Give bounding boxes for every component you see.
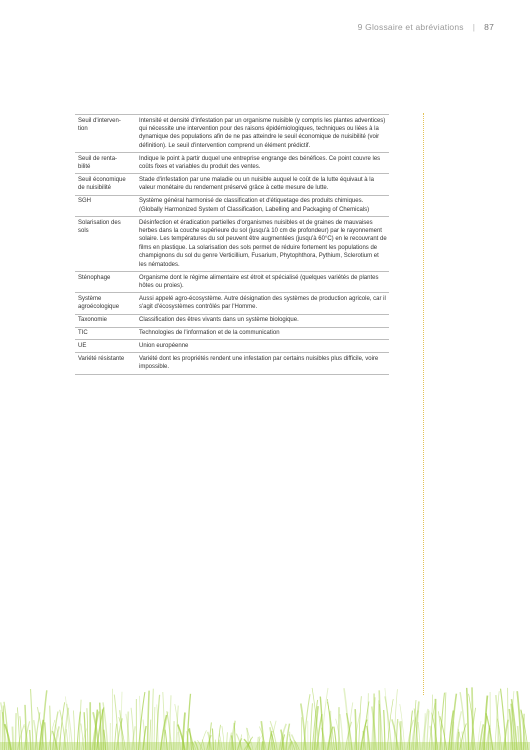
- glossary-definition: Aussi appelé agro-écosystème. Autre désignation des systèmes de production agricole, car il s'agit d'écosystèmes contrôlés par l'Homme.: [137, 293, 389, 314]
- grass-decoration: [0, 680, 530, 750]
- glossary-row: [75, 217, 389, 272]
- glossary-definition: Organisme dont le régime alimentaire est étroit et spécialisé (quelques variétés de plantes hôtes ou proies).: [137, 272, 389, 293]
- glossary-term: Système agroécologique: [75, 293, 137, 314]
- glossary-definition: Classification des êtres vivants dans un système biologique.: [137, 314, 389, 327]
- glossary-definition: Variété dont les propriétés rendent une infestation par certains nuisibles plus difficile, voire impossible.: [137, 353, 389, 374]
- glossary-definition: Union européenne: [137, 340, 389, 353]
- chapter-title: 9 Glossaire et abréviations: [357, 22, 464, 32]
- glossary-row: [75, 272, 389, 293]
- glossary-row: [75, 174, 389, 195]
- glossary-row: [75, 153, 389, 174]
- glossary-term: Variété résistante: [75, 353, 137, 374]
- glossary-term: Taxonomie: [75, 314, 137, 327]
- glossary-row: [75, 314, 389, 327]
- glossary-definition: Stade d'infestation par une maladie ou un nuisible auquel le coût de la lutte équivaut à la valeur monétaire du rendement préservé grâce à cette mesure de lutte.: [137, 174, 389, 195]
- glossary-row: [75, 340, 389, 353]
- page-number: 87: [484, 22, 494, 32]
- glossary-row: [75, 115, 389, 153]
- glossary-term: Seuil économique de nuisibilité: [75, 174, 137, 195]
- glossary-row: [75, 195, 389, 216]
- glossary-term: Seuil d'interven- tion: [75, 115, 137, 153]
- glossary-term: SGH: [75, 195, 137, 216]
- glossary-definition: Désinfection et éradication partielles d'organismes nuisibles et de graines de mauvaises herbes dans la couche supérieure du sol (jusqu'à 10 cm de profondeur) par le rayonnement solaire. Les températures du sol peuvent être augmentées (jusqu'à 60°C) en le recouvrant de films en plastique. La solarisation des sols permet de réduire fortement les populations de champignons du sol du genre Verticillium, Fusarium, Phytophthora, Pythium, Sclerotium et les nématodes.: [137, 217, 389, 272]
- glossary-term: Sténophage: [75, 272, 137, 293]
- margin-dotted-line: [423, 113, 424, 695]
- header-separator: |: [472, 22, 476, 32]
- glossary-definition: Technologies de l'information et de la communication: [137, 327, 389, 340]
- glossary-definition: Indique le point à partir duquel une entreprise engrange des bénéfices. Ce point couvre les coûts fixes et variables du produit des ventes.: [137, 153, 389, 174]
- running-header: [358, 22, 494, 32]
- glossary-row: [75, 327, 389, 340]
- glossary-term: TIC: [75, 327, 137, 340]
- glossary-definition: Système général harmonisé de classification et d'étiquetage des produits chimiques. (Globally Harmonized System of Classification, Labelling and Packaging of Chemicals): [137, 195, 389, 216]
- glossary-term: Solarisation des sols: [75, 217, 137, 272]
- glossary-term: UE: [75, 340, 137, 353]
- glossary-row: [75, 293, 389, 314]
- glossary-row: [75, 353, 389, 374]
- glossary-definition: Intensité et densité d'infestation par un organisme nuisible (y compris les plantes adventices) qui nécessite une intervention pour des raisons épidémiologiques, techniques ou liées à la dynamique des populations afin de ne pas atteindre le seuil économique de nuisibilité (voir définition). Le seuil d'intervention comprend un élément prédictif.: [137, 115, 389, 153]
- glossary-term: Seuil de renta- bilité: [75, 153, 137, 174]
- glossary-table: [75, 114, 389, 375]
